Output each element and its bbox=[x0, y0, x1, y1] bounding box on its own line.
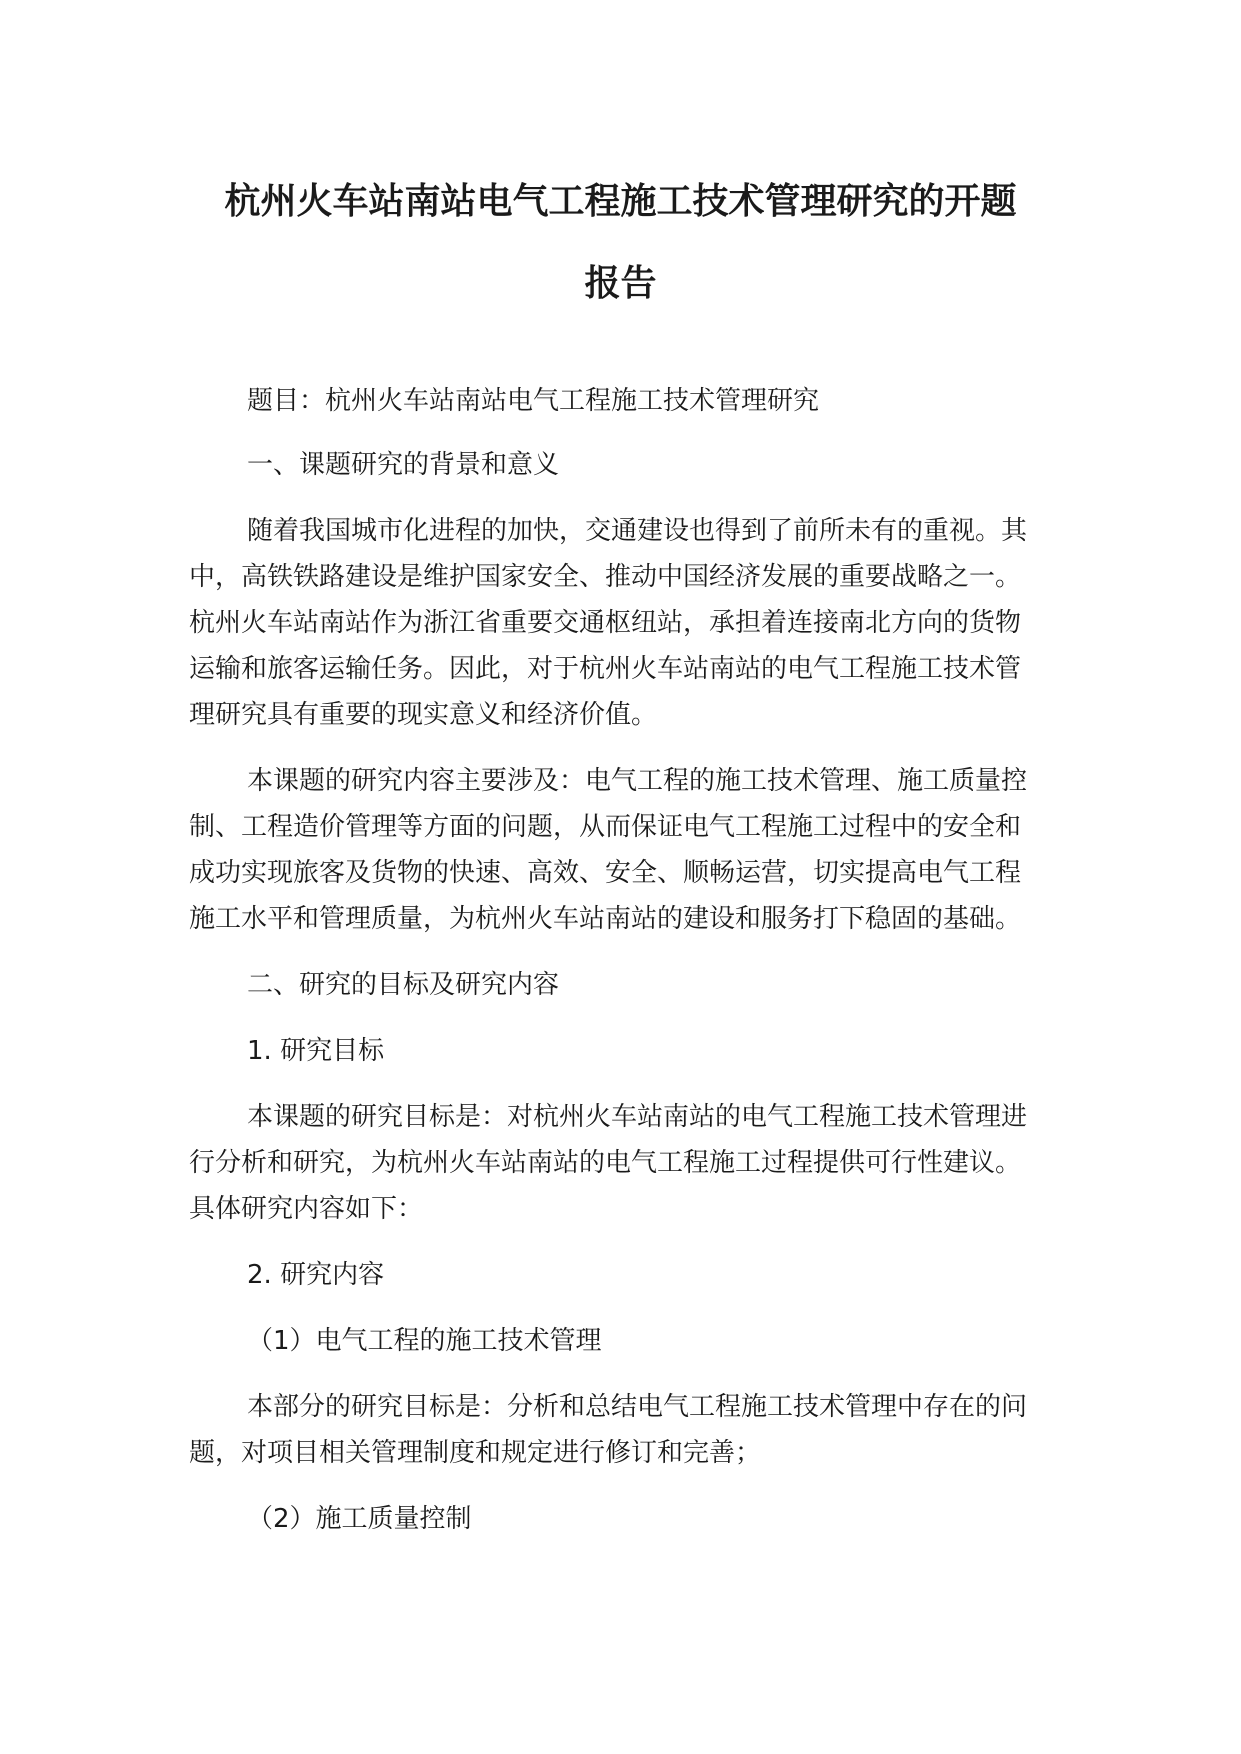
paragraph-item-1: 本部分的研究目标是：分析和总结电气工程施工技术管理中存在的问题，对项目相关管理制度和规定进行修订和完善； bbox=[189, 1392, 1028, 1468]
item-heading-2: （2）施工质量控制 bbox=[247, 1504, 472, 1534]
section-heading-goals: 二、研究的目标及研究内容 bbox=[247, 970, 560, 1000]
paragraph-research-scope: 本课题的研究内容主要涉及：电气工程的施工技术管理、施工质量控制、工程造价管理等方面的问题，从而保证电气工程施工过程中的安全和成功实现旅客及货物的快速、高效、安全、顺畅运营，切实提高电气工程施工水平和管理质量，为杭州火车站南站的建设和服务打下稳固的基础。 bbox=[189, 766, 1028, 934]
subheading-research-goal: 1. 研究目标 bbox=[247, 1036, 385, 1066]
topic-line: 题目：杭州火车站南站电气工程施工技术管理研究 bbox=[247, 386, 820, 416]
paragraph-research-goal: 本课题的研究目标是：对杭州火车站南站的电气工程施工技术管理进行分析和研究，为杭州火车站南站的电气工程施工过程提供可行性建议。具体研究内容如下： bbox=[189, 1102, 1028, 1224]
document-title-line-2: 报告 bbox=[584, 263, 657, 304]
document-body bbox=[189, 378, 1037, 1542]
document-title-line-1: 杭州火车站南站电气工程施工技术管理研究的开题 bbox=[224, 181, 1017, 222]
subheading-research-content: 2. 研究内容 bbox=[247, 1260, 385, 1290]
section-heading-background: 一、课题研究的背景和意义 bbox=[247, 450, 560, 480]
item-heading-1: （1）电气工程的施工技术管理 bbox=[247, 1326, 602, 1356]
paragraph-background: 随着我国城市化进程的加快，交通建设也得到了前所未有的重视。其中，高铁铁路建设是维护国家安全、推动中国经济发展的重要战略之一。杭州火车站南站作为浙江省重要交通枢纽站，承担着连接南北方向的货物运输和旅客运输任务。因此，对于杭州火车站南站的电气工程施工技术管理研究具有重要的现实意义和经济价值。 bbox=[189, 516, 1028, 730]
